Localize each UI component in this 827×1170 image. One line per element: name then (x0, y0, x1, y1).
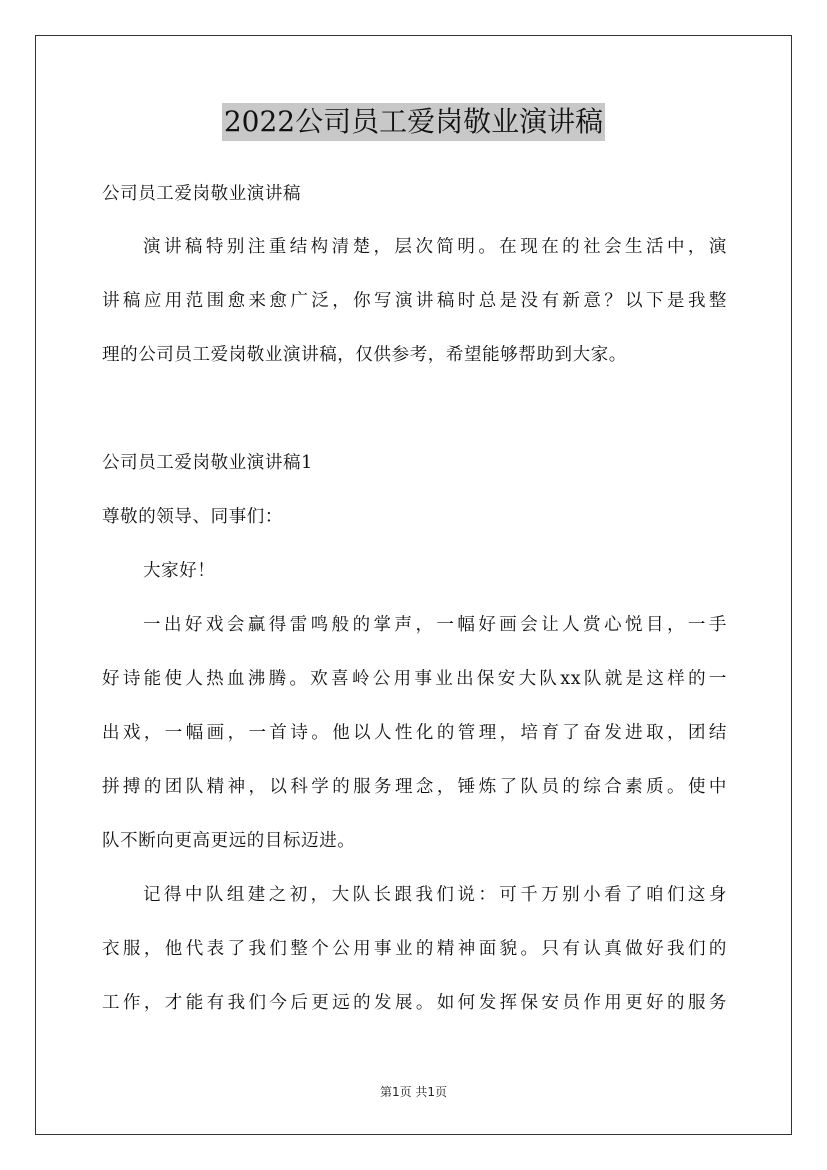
greeting: 大家好！ (143, 561, 216, 581)
para2-line-3: 工作，才能有我们今后更远的发展。如何发挥保安员作用更好的服务 (102, 993, 727, 1013)
para1-line-5: 队不断向更高更远的目标迈进。 (102, 831, 356, 851)
para1-line-4: 拼搏的团队精神，以科学的服务理念，锤炼了队员的综合素质。使中 (102, 777, 727, 797)
intro-line-2: 讲稿应用范围愈来愈广泛，你写演讲稿时总是没有新意？以下是我整 (102, 291, 727, 311)
para1-line-1: 一出好戏会赢得雷鸣般的掌声，一幅好画会让人赏心悦目，一手 (143, 615, 727, 635)
document-subtitle: 公司员工爱岗敬业演讲稿 (102, 184, 302, 204)
intro-line-3: 理的公司员工爱岗敬业演讲稿，仅供参考，希望能够帮助到大家。 (102, 345, 627, 365)
section-heading: 公司员工爱岗敬业演讲稿1 (102, 453, 313, 473)
para1-line-3: 出戏，一幅画，一首诗。他以人性化的管理，培育了奋发进取，团结 (102, 723, 727, 743)
page-number-footer: 第1页 共1页 (379, 1085, 448, 1099)
title-container (0, 103, 827, 141)
intro-line-1: 演讲稿特别注重结构清楚，层次简明。在现在的社会生活中，演 (143, 237, 727, 257)
document-title: 2022公司员工爱岗敬业演讲稿 (222, 103, 605, 141)
para2-line-2: 衣服，他代表了我们整个公用事业的精神面貌。只有认真做好我们的 (102, 939, 727, 959)
salutation: 尊敬的领导、同事们： (102, 507, 283, 527)
para1-line-2: 好诗能使人热血沸腾。欢喜岭公用事业出保安大队xx队就是这样的一 (102, 669, 727, 689)
para2-line-1: 记得中队组建之初，大队长跟我们说：可千万别小看了咱们这身 (143, 885, 727, 905)
